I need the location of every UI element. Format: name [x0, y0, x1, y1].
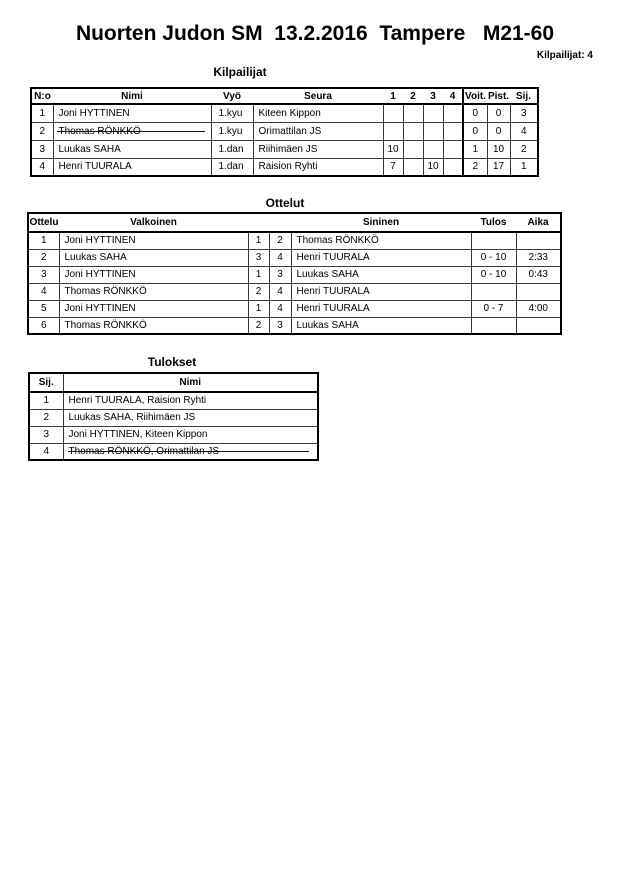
- round-score: 10: [423, 158, 443, 176]
- white-number: 3: [248, 249, 269, 266]
- round-score: [403, 140, 423, 158]
- placement-value: 2: [510, 140, 538, 158]
- wins-value: 2: [463, 158, 487, 176]
- round-score: [443, 140, 463, 158]
- placement-value: 1: [510, 158, 538, 176]
- match-number: 4: [28, 283, 59, 300]
- col-header-round-1: 1: [383, 88, 403, 104]
- competitor-belt: 1.kyu: [211, 122, 253, 140]
- rank-value: 3: [29, 426, 63, 443]
- competitor-club: Raision Ryhti: [253, 158, 383, 176]
- blue-name: Thomas RÖNKKÖ: [291, 232, 471, 249]
- points-value: 17: [487, 158, 510, 176]
- white-number: 1: [248, 232, 269, 249]
- rank-value: 1: [29, 392, 63, 409]
- competitor-name: Luukas SAHA: [53, 140, 211, 158]
- placement-value: 3: [510, 104, 538, 122]
- blue-number: 3: [269, 266, 291, 283]
- col-header-white-num: [248, 213, 269, 232]
- col-header-round-2: 2: [403, 88, 423, 104]
- wins-value: 1: [463, 140, 487, 158]
- col-header-placement: Sij.: [510, 88, 538, 104]
- table-row: [29, 392, 318, 409]
- blue-number: 4: [269, 283, 291, 300]
- round-score: [423, 140, 443, 158]
- col-header-blue: Sininen: [291, 213, 471, 232]
- wins-value: 0: [463, 104, 487, 122]
- round-score: [443, 122, 463, 140]
- competitor-belt: 1.dan: [211, 158, 253, 176]
- table-row: [29, 409, 318, 426]
- col-header-no: N:o: [31, 88, 53, 104]
- round-score: [403, 122, 423, 140]
- blue-name: Henri TUURALA: [291, 283, 471, 300]
- competitor-club: Kiteen Kippon: [253, 104, 383, 122]
- blue-number: 3: [269, 317, 291, 334]
- points-value: 0: [487, 104, 510, 122]
- competitor-belt: 1.kyu: [211, 104, 253, 122]
- competitors-section-heading: Kilpailijat: [213, 65, 267, 79]
- page-title: Nuorten Judon SM 13.2.2016 Tampere M21-60: [75, 22, 555, 45]
- result-name: Luukas SAHA, Riihimäen JS: [63, 409, 318, 426]
- match-time: 4:00: [516, 300, 561, 317]
- matches-section-heading: Ottelut: [265, 196, 305, 210]
- table-row: [28, 300, 561, 317]
- competitor-number: 2: [31, 122, 53, 140]
- competitor-number: 3: [31, 140, 53, 158]
- competitors-count: Kilpailijat: 4: [536, 50, 593, 61]
- wins-value: 0: [463, 122, 487, 140]
- competitor-name: Joni HYTTINEN: [53, 104, 211, 122]
- match-result: 0 - 7: [471, 300, 516, 317]
- white-name: Thomas RÖNKKÖ: [59, 317, 248, 334]
- blue-number: 4: [269, 300, 291, 317]
- table-row: [31, 158, 538, 176]
- rank-value: 4: [29, 443, 63, 460]
- white-number: 2: [248, 317, 269, 334]
- results-header-row: [29, 373, 318, 392]
- round-score: [423, 122, 443, 140]
- match-number: 2: [28, 249, 59, 266]
- col-header-match: Ottelu: [28, 213, 59, 232]
- round-score: [403, 158, 423, 176]
- white-number: 2: [248, 283, 269, 300]
- col-header-name: Nimi: [53, 88, 211, 104]
- competitor-club: Riihimäen JS: [253, 140, 383, 158]
- white-name: Joni HYTTINEN: [59, 300, 248, 317]
- competitors-header-row: [31, 88, 538, 104]
- competitors-table: [30, 87, 539, 177]
- round-score: [383, 122, 403, 140]
- strikethrough-line: [68, 451, 310, 452]
- table-row: [31, 104, 538, 122]
- strikethrough-line: [57, 131, 205, 132]
- result-name: Henri TUURALA, Raision Ryhti: [63, 392, 318, 409]
- col-header-rank: Sij.: [29, 373, 63, 392]
- match-result: 0 - 10: [471, 249, 516, 266]
- competitor-name: Henri TUURALA: [53, 158, 211, 176]
- table-row: [28, 232, 561, 249]
- blue-name: Luukas SAHA: [291, 317, 471, 334]
- white-name: Luukas SAHA: [59, 249, 248, 266]
- results-section-heading: Tulokset: [147, 355, 197, 369]
- match-result: 0 - 10: [471, 266, 516, 283]
- match-number: 3: [28, 266, 59, 283]
- white-number: 1: [248, 266, 269, 283]
- results-table: [28, 372, 319, 461]
- match-result: [471, 283, 516, 300]
- match-time: 0:43: [516, 266, 561, 283]
- round-score: [443, 104, 463, 122]
- match-number: 5: [28, 300, 59, 317]
- blue-name: Luukas SAHA: [291, 266, 471, 283]
- col-header-wins: Voit.: [463, 88, 487, 104]
- white-name: Joni HYTTINEN: [59, 232, 248, 249]
- white-name: Thomas RÖNKKÖ: [59, 283, 248, 300]
- white-number: 1: [248, 300, 269, 317]
- col-header-points: Pist.: [487, 88, 510, 104]
- round-score: [383, 104, 403, 122]
- table-row: [31, 140, 538, 158]
- round-score: [443, 158, 463, 176]
- table-row: [29, 426, 318, 443]
- match-time: [516, 317, 561, 334]
- match-time: 2:33: [516, 249, 561, 266]
- table-row: [29, 443, 318, 460]
- col-header-time: Aika: [516, 213, 561, 232]
- col-header-result-name: Nimi: [63, 373, 318, 392]
- match-time: [516, 232, 561, 249]
- round-score: [423, 104, 443, 122]
- match-number: 1: [28, 232, 59, 249]
- match-result: [471, 232, 516, 249]
- col-header-round-4: 4: [443, 88, 463, 104]
- matches-header-row: [28, 213, 561, 232]
- rank-value: 2: [29, 409, 63, 426]
- blue-name: Henri TUURALA: [291, 249, 471, 266]
- blue-number: 2: [269, 232, 291, 249]
- match-number: 6: [28, 317, 59, 334]
- competitor-club: Orimattilan JS: [253, 122, 383, 140]
- table-row: [31, 122, 538, 140]
- points-value: 0: [487, 122, 510, 140]
- competitor-number: 1: [31, 104, 53, 122]
- col-header-blue-num: [269, 213, 291, 232]
- competitor-belt: 1.dan: [211, 140, 253, 158]
- competitor-name: Thomas RÖNKKÖ: [53, 122, 211, 140]
- result-name: Joni HYTTINEN, Kiteen Kippon: [63, 426, 318, 443]
- matches-table: [27, 212, 562, 335]
- competitor-number: 4: [31, 158, 53, 176]
- result-name: Thomas RÖNKKÖ, Orimattilan JS: [63, 443, 318, 460]
- table-row: [28, 266, 561, 283]
- white-name: Joni HYTTINEN: [59, 266, 248, 283]
- col-header-club: Seura: [253, 88, 383, 104]
- placement-value: 4: [510, 122, 538, 140]
- table-row: [28, 317, 561, 334]
- table-row: [28, 249, 561, 266]
- col-header-belt: Vyö: [211, 88, 253, 104]
- col-header-white: Valkoinen: [59, 213, 248, 232]
- round-score: 7: [383, 158, 403, 176]
- round-score: 10: [383, 140, 403, 158]
- col-header-round-3: 3: [423, 88, 443, 104]
- points-value: 10: [487, 140, 510, 158]
- blue-number: 4: [269, 249, 291, 266]
- match-time: [516, 283, 561, 300]
- round-score: [403, 104, 423, 122]
- table-row: [28, 283, 561, 300]
- blue-name: Henri TUURALA: [291, 300, 471, 317]
- match-result: [471, 317, 516, 334]
- col-header-result: Tulos: [471, 213, 516, 232]
